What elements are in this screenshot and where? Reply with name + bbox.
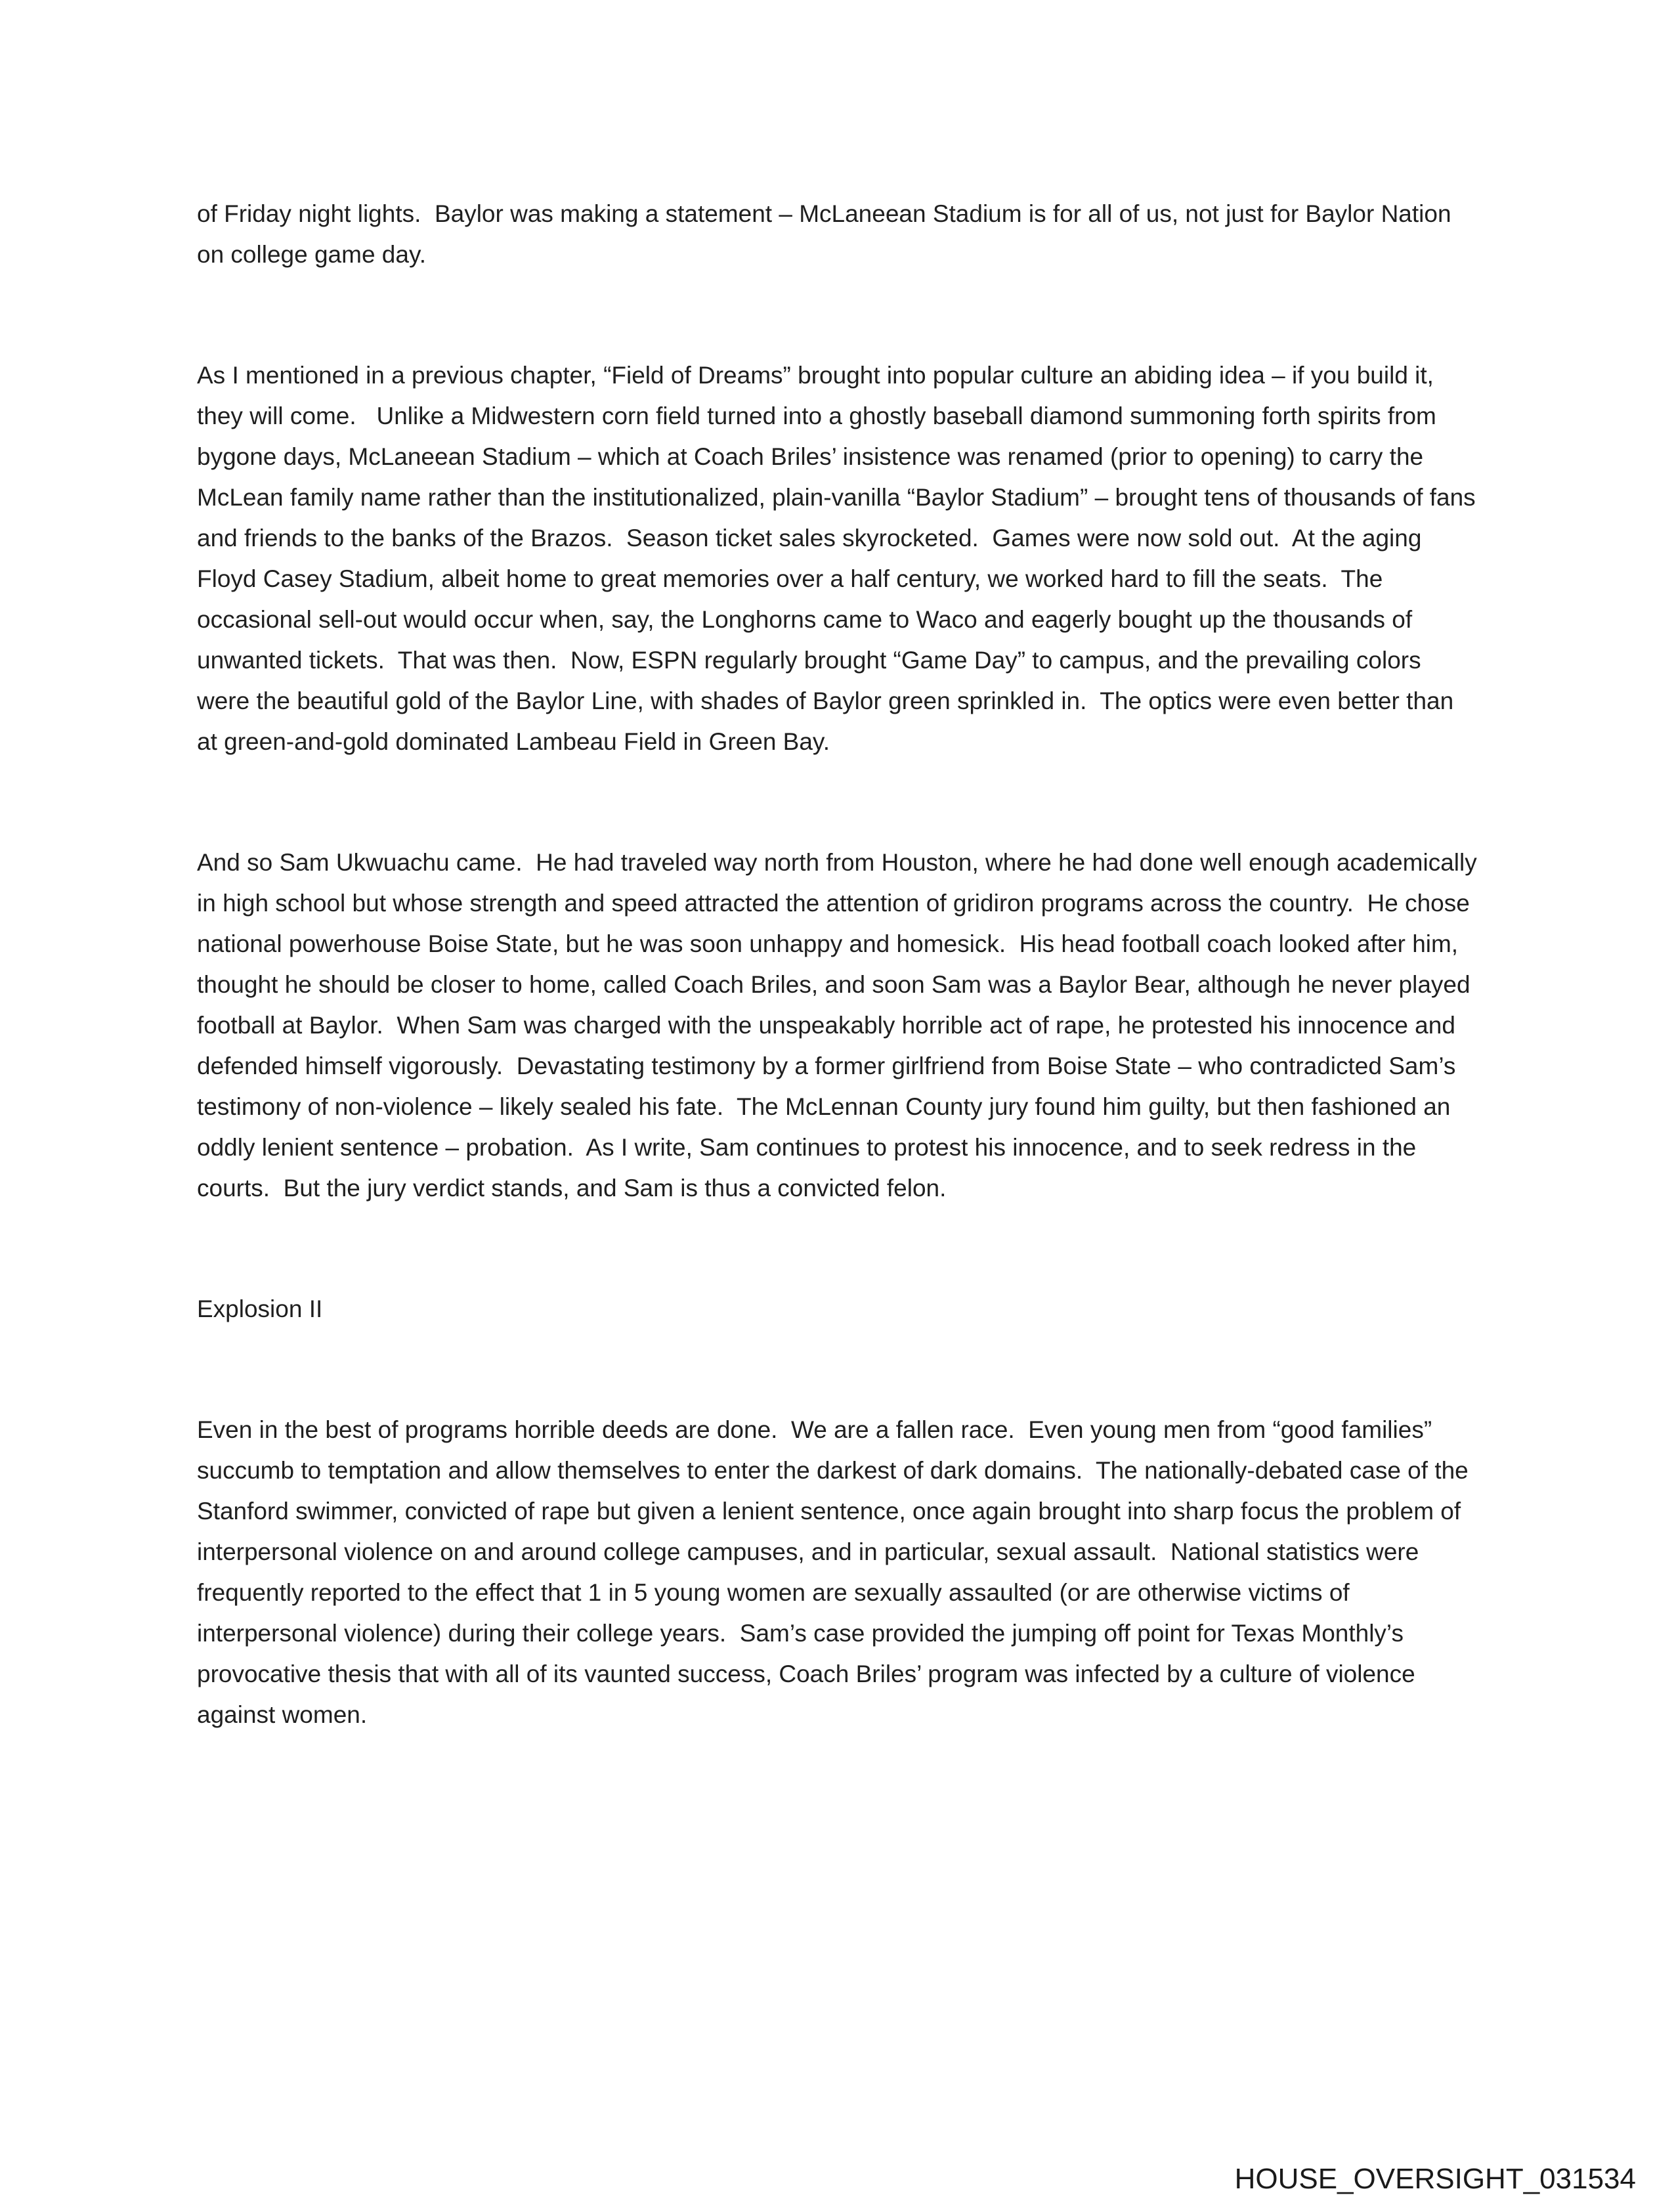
section-heading: Explosion II [197, 1295, 323, 1322]
paragraph: of Friday night lights. Baylor was making a statement – McLaneean Stadium is for all of us, not just for Baylor Nation on college game day. [197, 200, 1458, 268]
paragraph: And so Sam Ukwuachu came. He had traveled way north from Houston, where he had done well enough academically in high school but whose strength and speed attracted the attention of gridiron programs across the country. He chose national powerhouse Boise State, but he was soon unhappy and homesick. His head football coach looked after him, thought he should be closer to home, called Coach Briles, and soon Sam was a Baylor Bear, although he never played football at Baylor. When Sam was charged with the unspeakably horrible act of rape, he protested his innocence and defended himself vigorously. Devastating testimony by a former girlfriend from Boise State – who contradicted Sam’s testimony of non-violence – likely sealed his fate. The McLennan County jury found him guilty, but then fashioned an oddly lenient sentence – probation. As I write, Sam continues to protest his innocence, and to seek redress in the courts. But the jury verdict stands, and Sam is thus a convicted felon. [197, 849, 1484, 1202]
document-body [197, 194, 1484, 1815]
paragraph: Even in the best of programs horrible deeds are done. We are a fallen race. Even young men from “good families” succumb to temptation and allow themselves to enter the darkest of dark domains. The nationally-debated case of the Stanford swimmer, convicted of rape but given a lenient sentence, once again brought into sharp focus the problem of interpersonal violence on and around college campuses, and in particular, sexual assault. National statistics were frequently reported to the effect that 1 in 5 young women are sexually assaulted (or are otherwise victims of interpersonal violence) during their college years. Sam’s case provided the jumping off point for Texas Monthly’s provocative thesis that with all of its vaunted success, Coach Briles’ program was infected by a culture of violence against women. [197, 1416, 1476, 1728]
paragraph: As I mentioned in a previous chapter, “Field of Dreams” brought into popular culture an abiding idea – if you build it, they will come. Unlike a Midwestern corn field turned into a ghostly baseball diamond summoning forth spirits from bygone days, McLaneean Stadium – which at Coach Briles’ insistence was renamed (prior to opening) to carry the McLean family name rather than the institutionalized, plain-vanilla “Baylor Stadium” – brought tens of thousands of fans and friends to the banks of the Brazos. Season ticket sales skyrocketed. Games were now sold out. At the aging Floyd Casey Stadium, albeit home to great memories over a half century, we worked hard to fill the seats. The occasional sell-out would occur when, say, the Longhorns came to Waco and eagerly bought up the thousands of unwanted tickets. That was then. Now, ESPN regularly brought “Game Day” to campus, and the prevailing colors were the beautiful gold of the Baylor Line, with shades of Baylor green sprinkled in. The optics were even better than at green-and-gold dominated Lambeau Field in Green Bay. [197, 362, 1482, 755]
bates-number: HOUSE_OVERSIGHT_031534 [1234, 2163, 1636, 2195]
